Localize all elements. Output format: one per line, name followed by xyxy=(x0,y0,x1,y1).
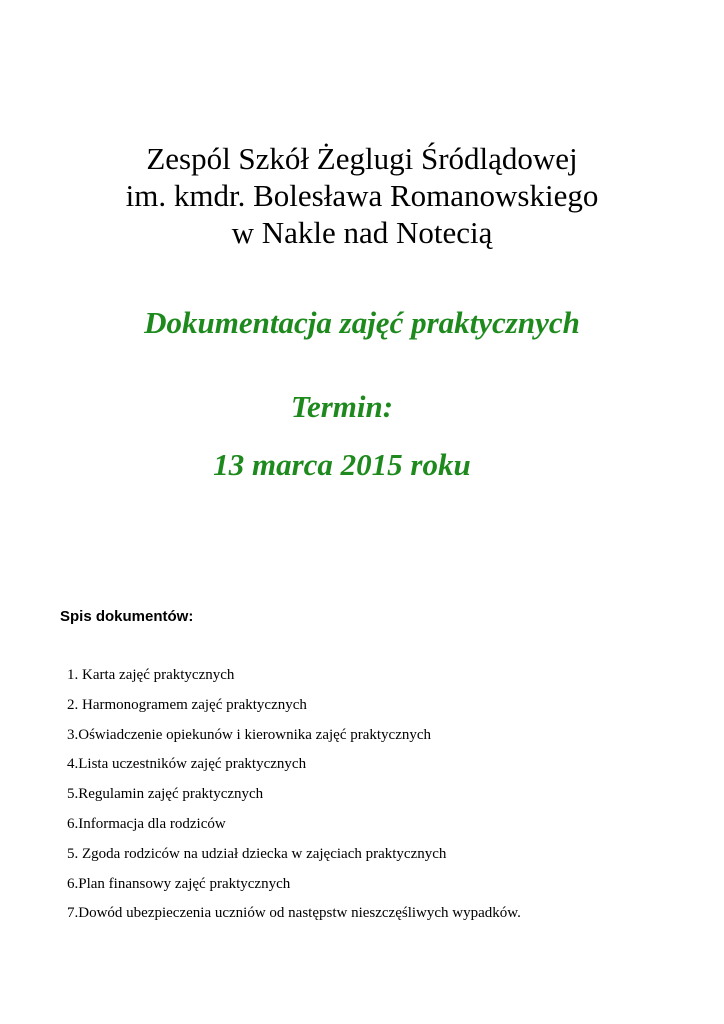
documents-heading: Spis dokumentów: xyxy=(60,608,194,625)
list-item: 1. Karta zajęć praktycznych xyxy=(67,667,235,683)
school-name-line-2: im. kmdr. Bolesława Romanowskiego xyxy=(125,178,599,213)
list-item: 7.Dowód ubezpieczenia uczniów od następstw nieszczęśliwych wypadków. xyxy=(67,905,521,922)
list-item: 6.Plan finansowy zajęć praktycznych xyxy=(67,875,291,892)
list-item: 3.Oświadczenie opiekunów i kierownika zajęć praktycznych xyxy=(67,726,432,743)
school-name-line-3: w Nakle nad Notecią xyxy=(231,215,493,250)
term-label: Termin: xyxy=(290,389,394,424)
list-item: 5.Regulamin zajęć praktycznych xyxy=(67,786,264,803)
school-name xyxy=(0,140,724,251)
term-date: 13 marca 2015 roku xyxy=(213,447,471,482)
list-item: 5. Zgoda rodziców na udział dziecka w zajęciach praktycznych xyxy=(67,845,447,862)
document-title: Dokumentacja zajęć praktycznych xyxy=(144,305,580,340)
documents-list xyxy=(67,661,521,929)
list-item: 4.Lista uczestników zajęć praktycznych xyxy=(67,756,307,773)
list-item: 2. Harmonogramem zajęć praktycznych xyxy=(67,696,307,713)
school-name-line-1: Zespól Szkół Żeglugi Śródlądowej xyxy=(146,141,578,176)
list-item: 6.Informacja dla rodziców xyxy=(67,815,226,832)
